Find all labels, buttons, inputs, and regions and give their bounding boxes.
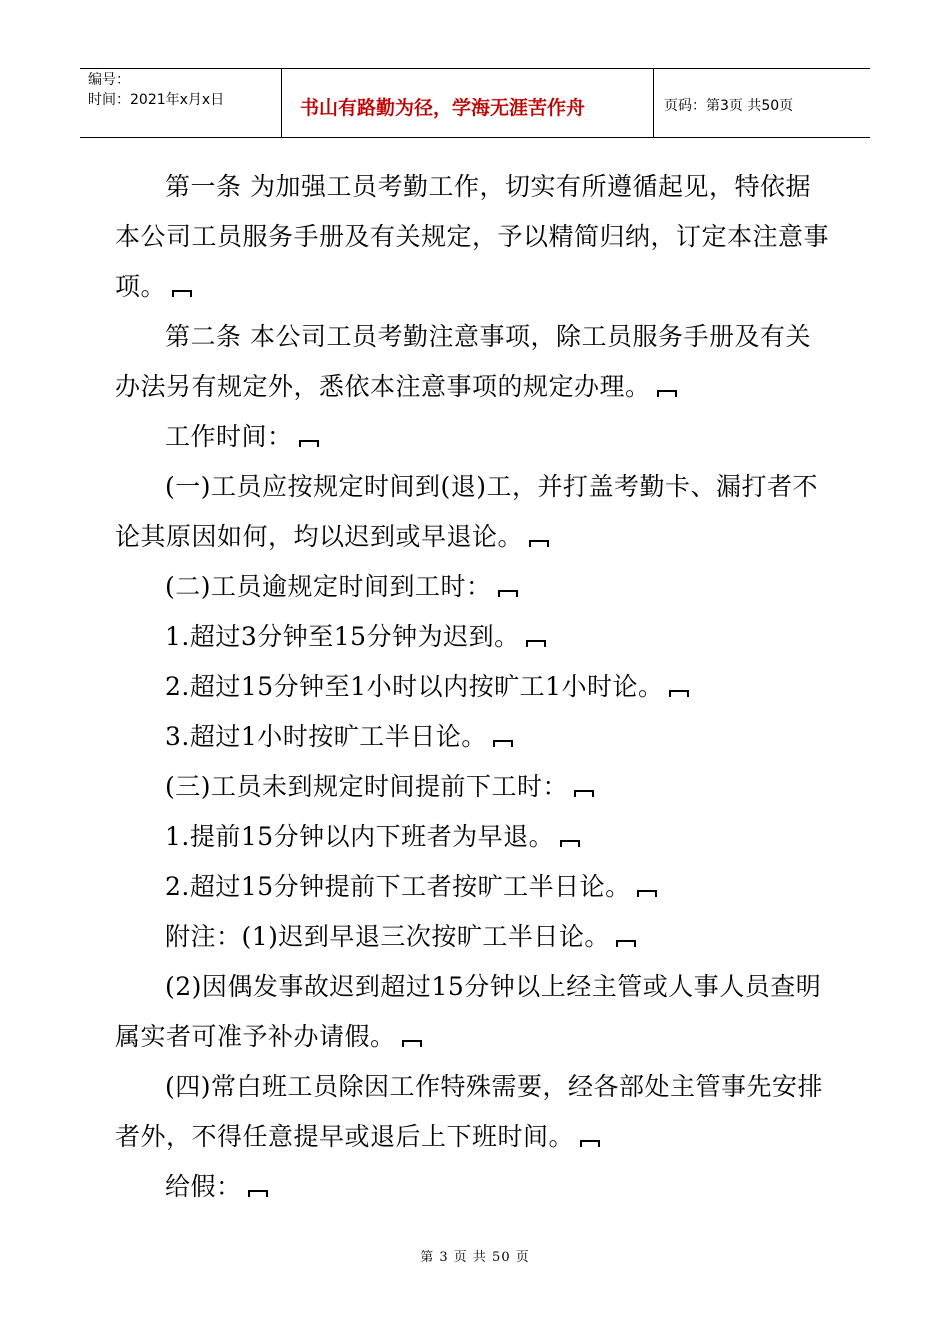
paragraph-line: 本公司工员服务手册及有关规定，予以精简归纳，订定本注意事: [115, 222, 830, 251]
paragraph-mark-icon: [529, 540, 549, 547]
paragraph-line: 属实者可准予补办请假。: [115, 1012, 840, 1062]
document-date: 时间：2021年x月x日: [88, 92, 225, 108]
paragraph-mark-icon: [669, 690, 689, 697]
header-motto-cell: [282, 69, 654, 137]
paragraph-line: 论其原因如何，均以迟到或早退论。: [115, 512, 840, 562]
paragraph-mark-icon: [616, 940, 636, 947]
paragraph-line: 第二条 本公司工员考勤注意事项，除工员服务手册及有关: [165, 322, 811, 351]
paragraph-mark-icon: [574, 790, 594, 797]
paragraph-line: 3.超过1小时按旷工半日论。: [115, 712, 840, 762]
paragraph-line: 工作时间：: [115, 412, 840, 462]
page-footer: 第 3 页 共 50 页: [420, 1250, 530, 1265]
paragraph-line: (四)常白班工员除因工作特殊需要，经各部处主管事先安排: [165, 1072, 824, 1101]
paragraph-mark-icon: [299, 440, 319, 447]
header-motto: 书山有路勤为径，学海无涯苦作舟: [300, 97, 586, 119]
paragraph-mark-icon: [560, 840, 580, 847]
document-body: [115, 162, 840, 1212]
paragraph-mark-icon: [657, 390, 677, 397]
paragraph-line: 办法另有规定外，悉依本注意事项的规定办理。: [115, 362, 840, 412]
paragraph-mark-icon: [526, 640, 546, 647]
paragraph-line: 项。: [115, 262, 840, 312]
paragraph-mark-icon: [580, 1140, 600, 1147]
header-page-cell: [654, 69, 870, 137]
header-meta-cell: [80, 69, 282, 137]
paragraph-line: (二)工员逾规定时间到工时：: [115, 562, 840, 612]
paragraph-line: 2.超过15分钟提前下工者按旷工半日论。: [115, 862, 840, 912]
paragraph-mark-icon: [402, 1040, 422, 1047]
paragraph-line: 2.超过15分钟至1小时以内按旷工1小时论。: [115, 662, 840, 712]
paragraph-line: 给假：: [115, 1162, 840, 1212]
paragraph-line: 附注：(1)迟到早退三次按旷工半日论。: [115, 912, 840, 962]
paragraph-line: 第一条 为加强工员考勤工作，切实有所遵循起见，特依据: [165, 172, 811, 201]
paragraph-mark-icon: [637, 890, 657, 897]
paragraph-line: 1.超过3分钟至15分钟为迟到。: [115, 612, 840, 662]
document-number-label: 编号：: [88, 72, 130, 88]
document-header: [80, 68, 870, 138]
paragraph-line: 者外，不得任意提早或退后上下班时间。: [115, 1112, 840, 1162]
paragraph-line: 1.提前15分钟以内下班者为早退。: [115, 812, 840, 862]
paragraph-line: (一)工员应按规定时间到(退)工，并打盖考勤卡、漏打者不: [165, 472, 819, 501]
header-page-info: 页码：第3页 共50页: [664, 98, 794, 114]
paragraph-mark-icon: [172, 290, 192, 297]
paragraph-mark-icon: [248, 1190, 268, 1197]
paragraph-line: (三)工员未到规定时间提前下工时：: [115, 762, 840, 812]
paragraph-mark-icon: [498, 590, 518, 597]
paragraph-line: (2)因偶发事故迟到超过15分钟以上经主管或人事人员查明: [165, 972, 822, 1001]
paragraph-mark-icon: [493, 740, 513, 747]
